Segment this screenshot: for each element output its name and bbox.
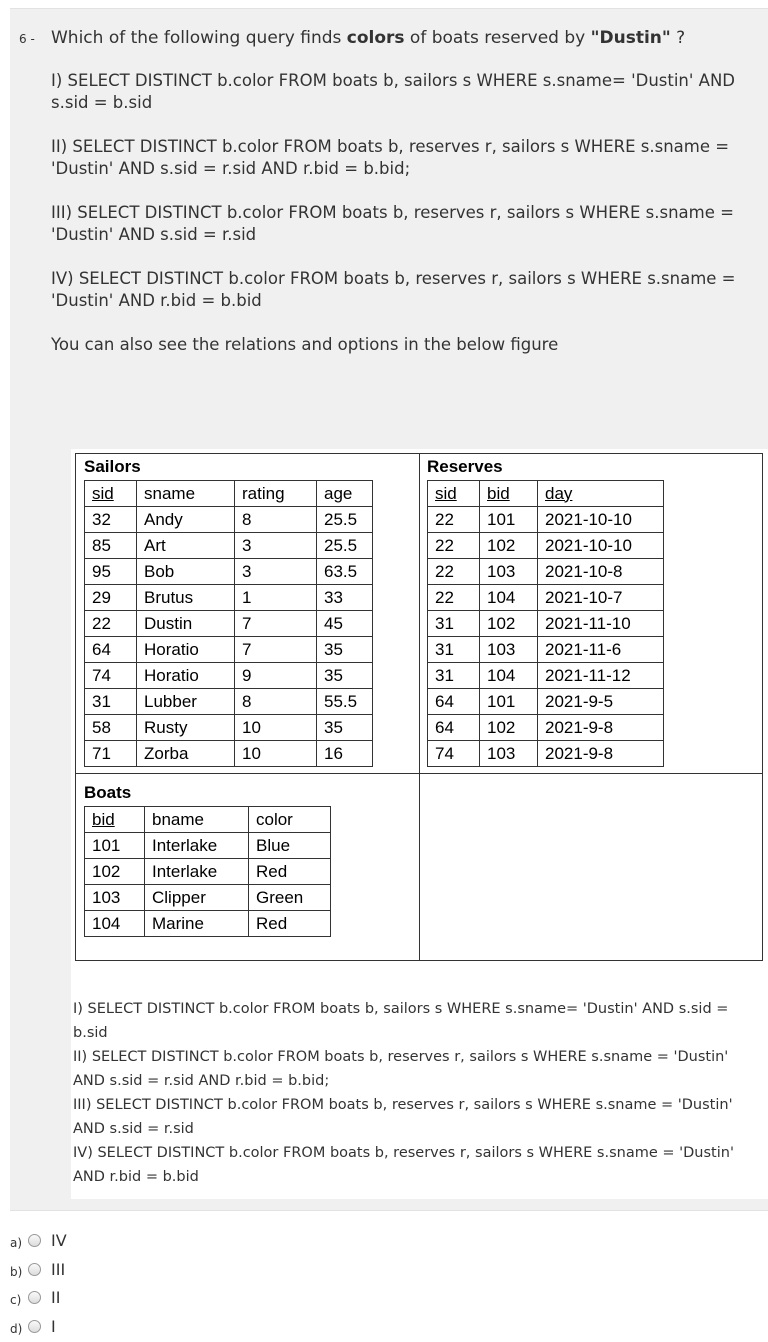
table-cell: 64 <box>85 637 137 663</box>
table-cell: 63.5 <box>317 559 373 585</box>
table-cell: 104 <box>480 663 538 689</box>
table-cell: 7 <box>235 637 317 663</box>
table-cell: 35 <box>317 637 373 663</box>
radio-button[interactable] <box>28 1320 41 1333</box>
table-cell: 2021-11-6 <box>538 637 664 663</box>
figure-option-4: IV) SELECT DISTINCT b.color FROM boats b, reserves r, sailors s WHERE s.sname = 'Dustin' AND r.bid = b.bid <box>73 1141 738 1189</box>
answer-label: a) <box>10 1236 22 1250</box>
boats-title: Boats <box>84 783 131 803</box>
table-row <box>428 637 664 663</box>
table-cell: Red <box>249 859 331 885</box>
table-cell: 9 <box>235 663 317 689</box>
table-header-row <box>85 481 373 507</box>
column-header: day <box>538 481 664 507</box>
table-row <box>85 611 373 637</box>
column-header: bid <box>480 481 538 507</box>
table-row <box>85 833 331 859</box>
column-header: sid <box>428 481 480 507</box>
column-header: age <box>317 481 373 507</box>
table-cell: 45 <box>317 611 373 637</box>
table-cell: 22 <box>428 507 480 533</box>
column-header: color <box>249 807 331 833</box>
table-cell: 33 <box>317 585 373 611</box>
table-cell: Dustin <box>137 611 235 637</box>
figure-option-2: II) SELECT DISTINCT b.color FROM boats b, reserves r, sailors s WHERE s.sname = 'Dustin' AND s.sid = r.sid AND r.bid = b.bid; <box>73 1045 738 1093</box>
table-header-row <box>428 481 664 507</box>
table-row <box>85 637 373 663</box>
column-header: bname <box>145 807 249 833</box>
table-row <box>85 507 373 533</box>
table-cell: 102 <box>85 859 145 885</box>
table-row <box>428 507 664 533</box>
table-cell: Bob <box>137 559 235 585</box>
table-cell: 31 <box>428 611 480 637</box>
table-cell: Art <box>137 533 235 559</box>
table-cell: 58 <box>85 715 137 741</box>
table-row <box>85 911 331 937</box>
table-row <box>85 859 331 885</box>
table-cell: 102 <box>480 533 538 559</box>
question-box <box>10 8 768 1211</box>
table-cell: 74 <box>85 663 137 689</box>
table-cell: 32 <box>85 507 137 533</box>
table-cell: 10 <box>235 715 317 741</box>
table-cell: 2021-11-12 <box>538 663 664 689</box>
radio-button[interactable] <box>28 1291 41 1304</box>
answer-option-c[interactable] <box>10 1285 130 1314</box>
table-cell: 25.5 <box>317 533 373 559</box>
table-row <box>85 741 373 767</box>
table-cell: 85 <box>85 533 137 559</box>
table-cell: Green <box>249 885 331 911</box>
table-cell: 8 <box>235 689 317 715</box>
table-cell: 22 <box>428 585 480 611</box>
table-cell: 31 <box>428 663 480 689</box>
table-cell: Rusty <box>137 715 235 741</box>
radio-button[interactable] <box>28 1234 41 1247</box>
column-header: sname <box>137 481 235 507</box>
table-header-row <box>85 807 331 833</box>
table-cell: 22 <box>428 533 480 559</box>
table-cell: 10 <box>235 741 317 767</box>
sailors-title: Sailors <box>84 457 141 477</box>
table-cell: 101 <box>480 507 538 533</box>
table-cell: 25.5 <box>317 507 373 533</box>
column-header: sid <box>85 481 137 507</box>
figure-option-1: I) SELECT DISTINCT b.color FROM boats b, sailors s WHERE s.sname= 'Dustin' AND s.sid = b.sid <box>73 997 738 1045</box>
question-text: Which of the following query finds colors of boats reserved by "Dustin" ? <box>51 27 751 49</box>
table-cell: 103 <box>480 741 538 767</box>
answer-label: b) <box>10 1265 22 1279</box>
table-cell: Horatio <box>137 637 235 663</box>
table-cell: 8 <box>235 507 317 533</box>
table-cell: 3 <box>235 533 317 559</box>
answer-option-b[interactable] <box>10 1257 130 1286</box>
table-cell: 2021-9-8 <box>538 741 664 767</box>
table-cell: Red <box>249 911 331 937</box>
table-cell: 2021-10-10 <box>538 507 664 533</box>
table-cell: 2021-11-10 <box>538 611 664 637</box>
table-row <box>85 663 373 689</box>
table-cell: 103 <box>480 637 538 663</box>
table-row <box>428 715 664 741</box>
table-cell: 7 <box>235 611 317 637</box>
answer-option-d[interactable] <box>10 1314 130 1342</box>
table-cell: 74 <box>428 741 480 767</box>
statement-3: III) SELECT DISTINCT b.color FROM boats b, reserves r, sailors s WHERE s.sname = 'Dustin' AND s.sid = r.sid <box>51 202 751 246</box>
table-cell: Interlake <box>145 859 249 885</box>
table-row <box>85 533 373 559</box>
table-cell: Lubber <box>137 689 235 715</box>
table-cell: 101 <box>480 689 538 715</box>
table-cell: 104 <box>85 911 145 937</box>
table-cell: 64 <box>428 715 480 741</box>
table-cell: 64 <box>428 689 480 715</box>
table-cell: 103 <box>480 559 538 585</box>
table-cell: 2021-10-10 <box>538 533 664 559</box>
answer-option-a[interactable] <box>10 1228 130 1257</box>
column-header: bid <box>85 807 145 833</box>
table-cell: 1 <box>235 585 317 611</box>
table-cell: 2021-9-8 <box>538 715 664 741</box>
answer-options <box>10 1228 130 1342</box>
figure-option-3: III) SELECT DISTINCT b.color FROM boats b, reserves r, sailors s WHERE s.sname = 'Dustin' AND s.sid = r.sid <box>73 1093 738 1141</box>
relations-figure <box>71 449 768 1199</box>
table-cell: 35 <box>317 663 373 689</box>
grid-divider-vertical <box>419 454 420 960</box>
table-cell: 2021-10-7 <box>538 585 664 611</box>
table-cell: 102 <box>480 611 538 637</box>
answer-text[interactable]: IV <box>51 1231 67 1250</box>
reserves-table <box>427 480 664 767</box>
bold-colors: colors <box>347 28 405 48</box>
table-row <box>85 689 373 715</box>
table-row <box>85 585 373 611</box>
statement-2: II) SELECT DISTINCT b.color FROM boats b, reserves r, sailors s WHERE s.sname = 'Dustin' AND s.sid = r.sid AND r.bid = b.bid; <box>51 136 751 180</box>
figure-grid <box>75 453 763 961</box>
table-cell: 2021-9-5 <box>538 689 664 715</box>
table-row <box>428 741 664 767</box>
figure-options <box>73 997 738 1189</box>
statement-1: I) SELECT DISTINCT b.color FROM boats b, sailors s WHERE s.sname= 'Dustin' AND s.sid = b.sid <box>51 70 751 114</box>
boats-table <box>84 806 331 937</box>
table-row <box>428 611 664 637</box>
table-row <box>85 715 373 741</box>
table-cell: 55.5 <box>317 689 373 715</box>
table-cell: Horatio <box>137 663 235 689</box>
table-cell: 2021-10-8 <box>538 559 664 585</box>
table-cell: Marine <box>145 911 249 937</box>
table-cell: 101 <box>85 833 145 859</box>
table-cell: Blue <box>249 833 331 859</box>
table-cell: 104 <box>480 585 538 611</box>
statement-4: IV) SELECT DISTINCT b.color FROM boats b, reserves r, sailors s WHERE s.sname = 'Dustin' AND r.bid = b.bid <box>51 268 751 312</box>
table-row <box>85 559 373 585</box>
table-row <box>428 585 664 611</box>
figure-note: You can also see the relations and options in the below figure <box>51 334 751 356</box>
table-row <box>428 559 664 585</box>
table-cell: 35 <box>317 715 373 741</box>
sailors-table <box>84 480 373 767</box>
answer-text[interactable]: III <box>51 1260 65 1279</box>
radio-button[interactable] <box>28 1263 41 1276</box>
table-cell: 22 <box>85 611 137 637</box>
grid-divider-horizontal <box>76 773 762 774</box>
table-cell: Zorba <box>137 741 235 767</box>
table-cell: 31 <box>85 689 137 715</box>
reserves-title: Reserves <box>427 457 503 477</box>
table-row <box>85 885 331 911</box>
table-cell: 3 <box>235 559 317 585</box>
table-row <box>428 689 664 715</box>
column-header: rating <box>235 481 317 507</box>
table-cell: Clipper <box>145 885 249 911</box>
table-cell: 29 <box>85 585 137 611</box>
table-cell: 22 <box>428 559 480 585</box>
table-cell: 95 <box>85 559 137 585</box>
table-cell: 102 <box>480 715 538 741</box>
table-cell: 103 <box>85 885 145 911</box>
table-cell: Andy <box>137 507 235 533</box>
answer-text[interactable]: I <box>51 1317 56 1336</box>
table-cell: 31 <box>428 637 480 663</box>
table-cell: Brutus <box>137 585 235 611</box>
table-cell: 16 <box>317 741 373 767</box>
table-row <box>428 533 664 559</box>
answer-label: d) <box>10 1322 22 1336</box>
table-cell: Interlake <box>145 833 249 859</box>
table-cell: 71 <box>85 741 137 767</box>
answer-label: c) <box>10 1293 21 1307</box>
answer-text[interactable]: II <box>51 1288 60 1307</box>
bold-dustin: "Dustin" <box>591 28 671 48</box>
table-row <box>428 663 664 689</box>
question-number: 6 - <box>19 32 35 46</box>
